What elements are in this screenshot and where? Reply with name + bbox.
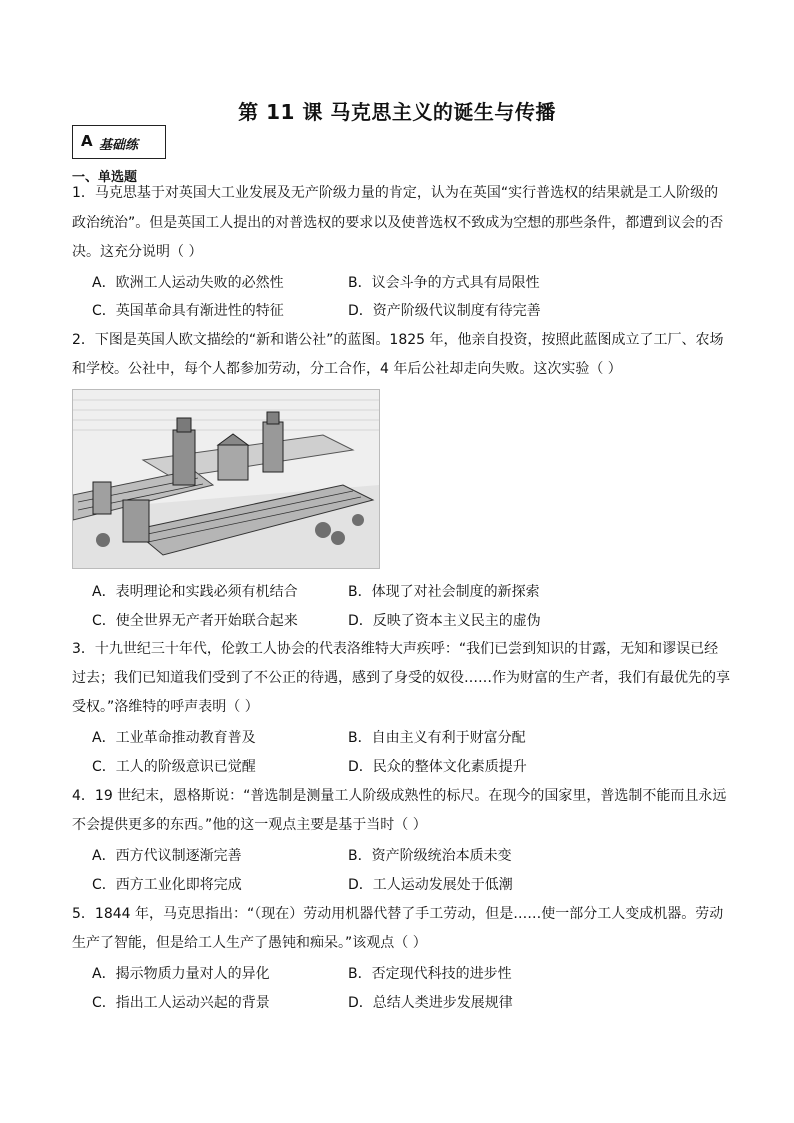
- question-5-line-2: 生产了智能，但是给工人生产了愚钝和痴呆。”该观点（ ）: [72, 935, 427, 951]
- question-3-line-1: 3．十九世纪三十年代，伦敦工人协会的代表洛维特大声疾呼：“我们已尝到知识的甘露，无知和谬误已经: [72, 641, 719, 657]
- section-heading: 一、单选题: [72, 170, 138, 185]
- question-2-option-d[interactable]: D．反映了资本主义民主的虚伪: [348, 613, 541, 629]
- question-1-option-a[interactable]: A．欧洲工人运动失败的必然性: [92, 275, 284, 291]
- question-4-option-b[interactable]: B．资产阶级统治本质未变: [348, 848, 512, 864]
- question-3-line-2: 过去；我们已知道我们受到了不公正的待遇，感到了身受的奴役……作为财富的生产者，我们有最优先的享: [72, 670, 730, 686]
- question-2-line-2: 和学校。公社中，每个人都参加劳动，分工合作，4 年后公社却走向失败。这次实验（ ）: [72, 361, 622, 377]
- page-title: 第 11 课 马克思主义的诞生与传播: [238, 100, 556, 124]
- question-3-option-c[interactable]: C．工人的阶级意识已觉醒: [92, 759, 256, 775]
- question-1-line-3: 决。这充分说明（ ）: [72, 244, 203, 260]
- question-4-line-2: 不会提供更多的东西。”他的这一观点主要是基于当时（ ）: [72, 817, 427, 833]
- level-badge: [72, 125, 166, 159]
- question-2-option-a[interactable]: A．表明理论和实践必须有机结合: [92, 584, 298, 600]
- question-4-option-a[interactable]: A．西方代议制逐渐完善: [92, 848, 242, 864]
- question-4-option-d[interactable]: D．工人运动发展处于低潮: [348, 877, 513, 893]
- new-harmony-illustration: [72, 389, 380, 569]
- question-5-option-b[interactable]: B．否定现代科技的进步性: [348, 966, 512, 982]
- question-2-option-b[interactable]: B．体现了对社会制度的新探索: [348, 584, 540, 600]
- question-3-option-b[interactable]: B．自由主义有利于财富分配: [348, 730, 526, 746]
- question-2-line-1: 2．下图是英国人欧文描绘的“新和谐公社”的蓝图。1825 年，他亲自投资，按照此蓝图成立了工厂、农场: [72, 332, 724, 348]
- question-2-option-c[interactable]: C．使全世界无产者开始联合起来: [92, 613, 298, 629]
- question-5-option-c[interactable]: C．指出工人运动兴起的背景: [92, 995, 270, 1011]
- question-5-line-1: 5．1844 年，马克思指出：“（现在）劳动用机器代替了手工劳动，但是……使一部分工人变成机器。劳动: [72, 906, 724, 922]
- question-3-option-d[interactable]: D．民众的整体文化素质提升: [348, 759, 527, 775]
- badge-letter: A: [81, 132, 93, 150]
- question-1-option-b[interactable]: B．议会斗争的方式具有局限性: [348, 275, 540, 291]
- question-3-line-3: 受权。”洛维特的呼声表明（ ）: [72, 699, 259, 715]
- badge-label: 基础练: [99, 138, 139, 153]
- question-5-option-a[interactable]: A．揭示物质力量对人的异化: [92, 966, 270, 982]
- question-1-option-c[interactable]: C．英国革命具有渐进性的特征: [92, 303, 284, 319]
- question-3-option-a[interactable]: A．工业革命推动教育普及: [92, 730, 256, 746]
- question-4-line-1: 4．19 世纪末，恩格斯说：“普选制是测量工人阶级成熟性的标尺。在现今的国家里，普选制不能而且永远: [72, 788, 727, 804]
- question-5-option-d[interactable]: D．总结人类进步发展规律: [348, 995, 513, 1011]
- question-4-option-c[interactable]: C．西方工业化即将完成: [92, 877, 242, 893]
- question-1-option-d[interactable]: D．资产阶级代议制度有待完善: [348, 303, 541, 319]
- question-1-line-2: 政治统治”。但是英国工人提出的对普选权的要求以及使普选权不致成为空想的那些条件，都遭到议会的否: [72, 215, 724, 231]
- question-1-line-1: 1．马克思基于对英国大工业发展及无产阶级力量的肯定，认为在英国“实行普选权的结果就是工人阶级的: [72, 185, 719, 201]
